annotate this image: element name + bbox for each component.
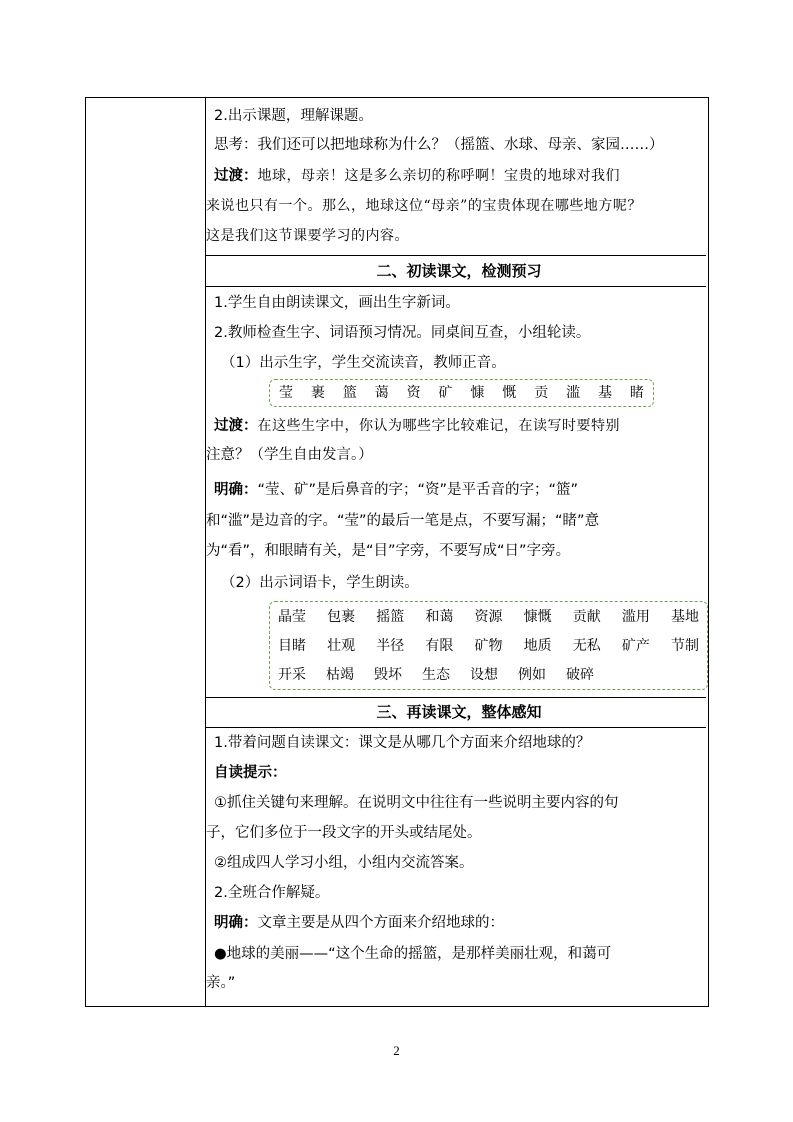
divider	[206, 255, 706, 256]
word-item: 资源	[474, 609, 503, 625]
text-line: 亲。”	[206, 975, 236, 991]
text-line: 思考：我们还可以把地球称为什么？（摇篮、水球、母亲、家园……）	[214, 137, 664, 153]
text-line: 这是我们这节课要学习的内容。	[206, 228, 409, 244]
label-clarify: 明确：	[214, 482, 258, 498]
character-item: 资	[406, 385, 421, 401]
text-line: ①抓住关键句来理解。在说明文中往往有一些说明主要内容的句	[214, 795, 619, 811]
text-line: ②组成四人学习小组，小组内交流答案。	[214, 855, 474, 871]
clarify-line	[214, 480, 578, 500]
word-item: 慷慨	[523, 609, 552, 625]
text-segment: 地球，母亲！这是多么亲切的称呼啊！宝贵的地球对我们	[257, 168, 620, 184]
lesson-table	[85, 97, 709, 1007]
characters-box	[269, 379, 654, 407]
character-item: 慨	[502, 385, 517, 401]
word-item: 矿产	[621, 638, 650, 654]
word-item: 节制	[671, 638, 699, 654]
label-transition: 过渡：	[214, 168, 258, 184]
page-number: 2	[393, 1043, 400, 1058]
hint-heading: 自读提示：	[214, 765, 287, 781]
word-item: 基地	[671, 609, 699, 625]
word-item: 生态	[422, 667, 450, 683]
words-row	[278, 665, 594, 685]
word-item: 有限	[425, 638, 454, 654]
text-line: 来说也只有一个。那么，地球这位“母亲”的宝贵体现在哪些地方呢？	[206, 198, 642, 214]
word-item: 破碎	[566, 667, 594, 683]
word-item: 包裹	[327, 609, 356, 625]
character-item: 矿	[438, 385, 453, 401]
text-segment: 在这些生字中，你认为哪些字比较难记，在读写时要特别	[257, 418, 620, 434]
words-row	[278, 636, 699, 656]
character-item: 篮	[342, 385, 357, 401]
text-line: （1）出示生字，学生交流读音，教师正音。	[221, 355, 506, 371]
text-line: 为“看”，和眼睛有关，是“目”字旁，不要写成“日”字旁。	[206, 543, 571, 559]
text-segment: 文章主要是从四个方面来介绍地球的：	[257, 915, 504, 931]
word-item: 毁坏	[374, 667, 402, 683]
transition-line	[214, 166, 620, 186]
characters-row	[270, 383, 653, 403]
word-item: 目睹	[278, 638, 306, 654]
divider	[206, 286, 706, 287]
text-segment: “莹、矿”是后鼻音的字；“资”是平舌音的字；“篮”	[257, 482, 579, 498]
text-line: 1.带着问题自读课文：课文是从哪几个方面来介绍地球的？	[214, 735, 591, 751]
text-line: 2.全班合作解疑。	[214, 885, 330, 901]
word-item: 开采	[278, 667, 306, 683]
text-line: ●地球的美丽——“这个生命的摇篮，是那样美丽壮观，和蔼可	[214, 946, 612, 962]
text-line: 2.出示课题，理解课题。	[214, 108, 373, 124]
label-clarify: 明确：	[214, 915, 258, 931]
text-line: 2.教师检查生字、词语预习情况。同桌间互查，小组轮读。	[214, 325, 591, 341]
divider	[206, 727, 706, 728]
text-line: 1.学生自由朗读课文，画出生字新词。	[214, 295, 460, 311]
transition-line	[214, 416, 620, 436]
character-item: 基	[598, 385, 613, 401]
word-item: 贡献	[572, 609, 601, 625]
character-item: 滥	[566, 385, 581, 401]
text-line: （2）出示词语卡，学生朗读。	[221, 575, 419, 591]
divider	[206, 697, 706, 698]
left-column	[86, 98, 206, 1006]
word-item: 无私	[572, 638, 601, 654]
character-item: 裹	[310, 385, 325, 401]
text-line: 注意？（学生自由发言。）	[206, 447, 373, 463]
word-item: 矿物	[474, 638, 503, 654]
text-line: 子，它们多位于一段文字的开头或结尾处。	[206, 825, 482, 841]
word-item: 摇篮	[376, 609, 405, 625]
character-item: 莹	[278, 385, 293, 401]
word-item: 晶莹	[278, 609, 306, 625]
section-heading: 二、初读课文，检测预习	[376, 262, 542, 280]
word-item: 壮观	[327, 638, 356, 654]
character-item: 贡	[534, 385, 549, 401]
words-box	[269, 601, 708, 690]
section-heading: 三、再读课文，整体感知	[376, 703, 542, 721]
word-item: 例如	[518, 667, 546, 683]
word-item: 地质	[523, 638, 552, 654]
word-item: 半径	[376, 638, 405, 654]
text-line: 和“滥”是边音的字。“莹”的最后一笔是点，不要写漏；“睹”意	[206, 513, 600, 529]
clarify-line	[214, 913, 504, 933]
character-item: 蔼	[374, 385, 389, 401]
character-item: 睹	[629, 385, 644, 401]
word-item: 和蔼	[425, 609, 454, 625]
word-item: 枯竭	[326, 667, 354, 683]
word-item: 滥用	[621, 609, 650, 625]
word-item: 设想	[470, 667, 498, 683]
character-item: 慷	[470, 385, 485, 401]
words-row	[278, 607, 699, 627]
label-transition: 过渡：	[214, 418, 258, 434]
